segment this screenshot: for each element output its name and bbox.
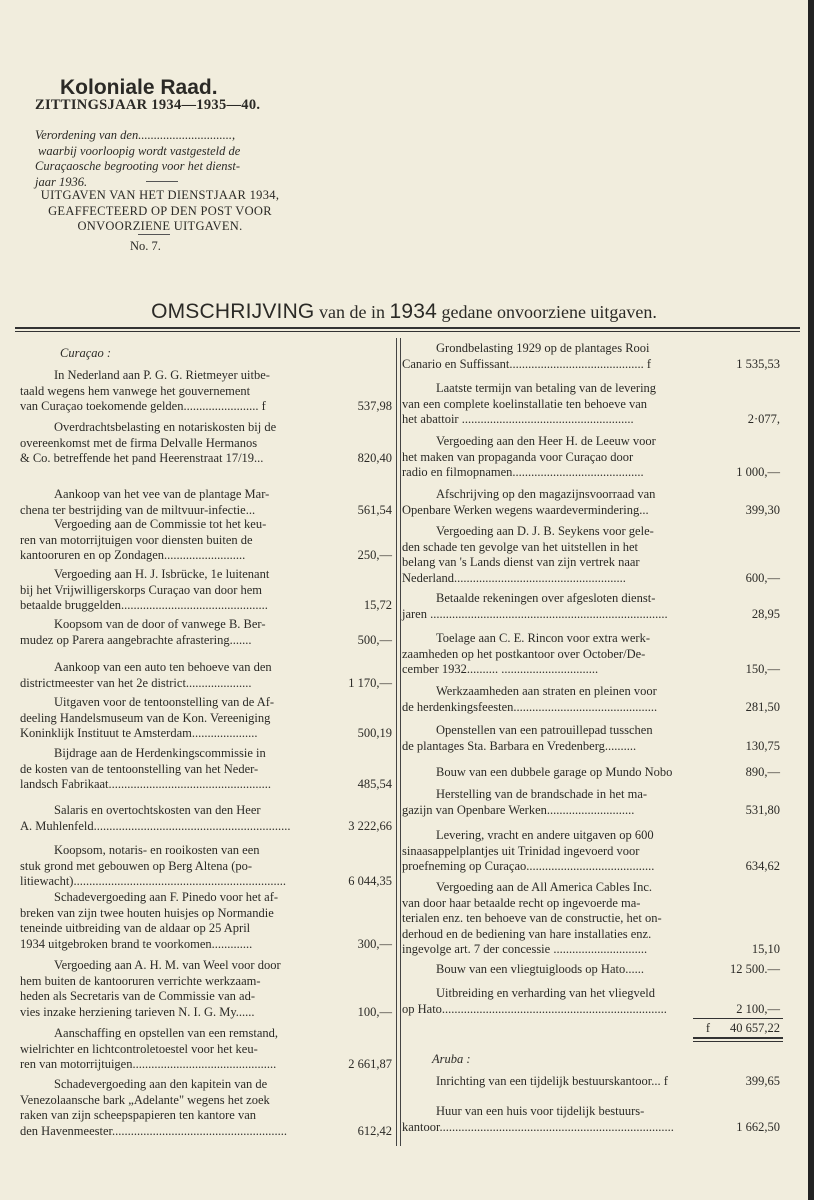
expense-line: zaamheden op het postkantoor over October/De- [402,646,646,661]
expense-line: litiewacht).................................................................... [20,874,286,888]
expense-line: op Hato........................................................................ [402,1001,667,1016]
expense-line: kantoor........................................................................... [402,1119,674,1134]
table-heading [0,300,808,324]
expenses-title [20,188,300,235]
expense-line: Vergoeding aan A. H. M. van Weel voor door [54,958,281,972]
expense-item [402,487,702,518]
expense-item [20,746,340,793]
section-curacao: Curaçao : [60,346,112,360]
expense-line: A. Muhlenfeld............................................................... [20,818,291,833]
expense-amount: 12 500.— [730,962,780,976]
header-divider [146,181,178,182]
expense-amount: 612,42 [357,1123,392,1138]
expense-item [402,341,702,372]
expense-line: Levering, vracht en andere uitgaven op 600 [436,828,654,842]
expenses-line: GEAFFECTEERD OP DEN POST VOOR [48,203,272,218]
expense-line: kantooruren en op Zondagen.......................... [20,548,246,562]
expense-line: de herdenkingsfeesten.............................................. [402,699,658,714]
expense-line: Aankoop van een auto ten behoeve van den [54,660,272,674]
expense-amount: 1 170,— [348,675,392,690]
expense-line: mudez op Parera aangebrachte afrastering....... [20,632,252,647]
expense-line: Schadevergoeding aan F. Pinedo voor het af- [54,890,279,904]
expense-line: het abattoir ....................................................... [402,412,634,426]
expense-amount: 150,— [745,662,780,676]
expense-line: Uitbreiding en verharding van het vliegveld [436,986,656,1000]
expense-item [402,765,702,781]
expense-item [20,517,340,564]
expense-item [402,962,702,978]
total-rule [693,1018,783,1019]
total-underline [693,1037,783,1039]
expense-amount: 500,19 [357,726,392,740]
expense-line: proefneming op Curaçao......................................... [402,859,655,873]
expense-line: Herstelling van de brandschade in het ma- [436,787,648,801]
expense-line: vies inzake herziening tarieven N. I. G. My...... [20,1004,255,1019]
expense-amount: 2 100,— [736,1001,780,1016]
expense-line: Venezolaansche bark „Adelante" wegens het zoek [20,1092,270,1107]
expense-amount: 485,54 [357,777,392,791]
expense-amount: 820,40 [357,451,392,465]
expense-line: deeling Handelsmuseum van de Kon. Vereeniging [20,710,271,725]
total-amount: 40 657,22 [730,1021,780,1035]
expense-line: breken van zijn twee houten huisjes op Normandie [20,905,274,920]
expense-item [402,591,702,622]
expense-line: Grondbelasting 1929 op de plantages Rooi [436,341,650,355]
expense-amount: 15,72 [363,598,392,612]
expense-line: belang van 's Lands dienst van zijn vertrek naar [402,555,640,569]
expense-item [402,880,702,958]
expense-line: 1934 uitgebroken brand te voorkomen............. [20,936,253,951]
expense-amount: 250,— [357,548,392,562]
expense-item [402,434,702,481]
expense-amount: 1 662,50 [736,1119,780,1134]
expense-line: & Co. betreffende het pand Heerenstraat 17/19... [20,451,264,465]
expense-item [20,958,340,1020]
expense-line: stuk grond met gebouwen op Berg Altena (po- [20,858,253,873]
expense-amount: 600,— [745,570,780,585]
expense-item [20,803,340,834]
expense-item [20,660,340,691]
expense-line: Werkzaamheden aan straten en pleinen voor [436,684,657,698]
expense-line: derhoud en de bediening van hare installaties enz. [402,926,652,941]
column-divider [400,338,401,1146]
expense-amount: 6 044,35 [348,874,392,888]
expense-item [20,843,340,890]
expense-amount: 1 535,53 [736,356,780,371]
expense-item [20,368,340,415]
expense-line: ingevolge art. 7 der concessie .............................. [402,942,648,956]
expense-line: teneinde uitbreiding van de aldaar op 25 April [20,921,251,935]
expense-line: heden als Secretaris van de Commissie van ad- [20,989,255,1003]
heading-mid: van de in [314,302,390,322]
expense-line: Toelage aan C. E. Rincon voor extra werk- [436,631,650,645]
expense-amount: 28,95 [751,606,780,621]
expense-amount: 130,75 [745,738,780,753]
expense-item [20,695,340,742]
expense-line: chena ter bestrijding van de miltvuur-infectie... [20,502,256,517]
expense-amount: 561,54 [357,502,392,517]
expense-amount: 890,— [745,765,780,779]
ordinance-line: Verordening van den.............................., [35,128,236,142]
scan-edge [808,0,814,1200]
expense-line: Huur van een huis voor tijdelijk bestuurs- [436,1104,645,1118]
expense-amount: 537,98 [357,399,392,413]
expense-amount: 100,— [357,1004,392,1019]
heading-rule [15,327,800,329]
expense-amount: 399,30 [745,502,780,517]
expense-item [20,617,340,648]
expense-item [20,420,340,467]
expense-line: ren van motorrijtuigen.............................................. [20,1057,277,1071]
expense-line: Canario en Suffissant........................................... f [402,356,652,371]
expense-amount: 281,50 [745,699,780,714]
expense-line: Vergoeding aan den Heer H. de Leeuw voor [436,434,656,448]
expense-line: Inrichting van een tijdelijk bestuurskantoor... f [436,1074,668,1088]
expense-line: jaren ............................................................................ [402,606,668,621]
expense-line: landsch Fabrikaat.................................................... [20,777,272,791]
expenses-line: UITGAVEN VAN HET DIENSTJAAR 1934, [40,188,280,202]
expense-line: Bouw van een dubbele garage op Mundo Nobo [436,765,673,779]
expense-item [402,381,702,428]
expense-line: wielrichter en lichtcontroletoestel voor het keu- [20,1041,258,1056]
expense-amount: 15,10 [751,942,780,956]
expense-line: districtmeester van het 2e district..................... [20,675,252,690]
expense-line: Schadevergoeding aan den kapitein van de [54,1077,268,1091]
expense-line: de plantages Sta. Barbara en Vredenberg.......... [402,738,637,753]
session-title: ZITTINGSJAAR 1934—1935—40. [35,97,261,113]
heading-word: OMSCHRIJVING [151,300,315,323]
expense-line: bij het Vrijwilligerskorps Curaçao van door hem [20,582,263,597]
expense-line: cember 1932.......... ............................... [402,662,599,676]
expense-line: gazijn van Openbare Werken............................ [402,802,635,817]
expense-amount: 2·077, [747,412,780,426]
expense-line: het maken van propaganda voor Curaçao door [402,449,634,464]
expense-item [402,828,702,875]
ordinance-line: Curaçaosche begrooting voor het dienst- [35,159,241,173]
expense-line: Nederland....................................................... [402,570,626,585]
ordinance-line: jaar 1936. [35,174,88,189]
expense-amount: 1 000,— [736,465,780,479]
expense-line: Vergoeding aan de All America Cables Inc. [436,880,653,894]
expense-item [20,1077,340,1139]
expense-item [402,723,702,754]
expense-line: Laatste termijn van betaling van de levering [436,381,657,395]
expense-item [20,567,340,614]
expense-line: Betaalde rekeningen over afgesloten dienst- [436,591,656,605]
expense-line: Salaris en overtochtskosten van den Heer [54,803,261,817]
expense-line: Afschrijving op den magazijnsvoorraad van [436,487,656,501]
total-underline [693,1041,783,1042]
heading-rule [15,331,800,332]
column-divider [396,338,397,1146]
document-number: No. 7. [130,239,161,253]
section-aruba: Aruba : [432,1052,471,1066]
expense-line: betaalde bruggelden............................................... [20,598,268,612]
expense-line: Vergoeding aan D. J. B. Seykens voor gele- [436,524,654,538]
heading-year: 1934 [389,300,437,323]
ordinance-line: waarbij voorloopig wordt vastgesteld de [38,143,241,158]
expense-line: Aankoop van het vee van de plantage Mar- [54,487,270,501]
expense-item [402,524,702,586]
expense-line: Bouw van een vliegtuigloods op Hato...... [436,962,644,976]
expense-item [402,1074,702,1090]
expense-item [402,787,702,818]
expense-item [402,1104,702,1135]
expense-line: Aanschaffing en opstellen van een remstand, [54,1026,278,1040]
expense-line: hem buiten de kantooruren verrichte werkzaam- [20,973,261,988]
expense-amount: 634,62 [745,859,780,873]
expense-line: Openstellen van een patrouillepad tusschen [436,723,653,737]
heading-rest: gedane onvoorziene uitgaven. [437,302,657,322]
expense-line: den Havenmeester........................................................ [20,1123,287,1138]
expense-item [20,890,340,952]
expense-amount: 3 222,66 [348,818,392,833]
expense-line: taald wegens hem vanwege het gouvernement [20,383,251,398]
expense-item [20,487,340,518]
expense-line: In Nederland aan P. G. G. Rietmeyer uitbe- [54,368,270,382]
expense-line: sinaasappelplantjes uit Trinidad ingevoerd voor [402,843,640,858]
expense-amount: 531,80 [745,802,780,817]
expense-line: Bijdrage aan de Herdenkingscommissie in [54,746,266,760]
expense-line: Uitgaven voor de tentoonstelling van de Af- [54,695,275,709]
expense-amount: 2 661,87 [348,1057,392,1071]
expense-line: Vergoeding aan H. J. Isbrücke, 1e luitenant [54,567,270,581]
expense-line: Koninklijk Instituut te Amsterdam..................... [20,726,258,740]
expense-line: terialen enz. ten behoeve van de constructie, het on- [402,911,662,925]
expense-line: Koopsom van de door of vanwege B. Ber- [54,617,266,631]
expense-amount: 399,65 [745,1074,780,1088]
total-currency: f [705,1021,710,1035]
expense-line: Koopsom, notaris- en rooikosten van een [54,843,260,857]
expense-amount: 500,— [357,632,392,647]
expense-line: radio en filmopnamen.......................................... [402,465,644,479]
expense-amount: 300,— [357,936,392,951]
expenses-line: ONVOORZIENE UITGAVEN. [77,219,243,233]
expense-line: van een complete koelinstallatie ten behoeve van [402,396,648,411]
expense-item [402,631,702,678]
expense-line: van door haar betaalde recht op ingevoerde ma- [402,895,641,910]
expense-item [402,986,702,1017]
expense-line: de kosten van de tentoonstelling van het Neder- [20,761,259,776]
expense-line: raken van zijn scheepspapieren ten kantore van [20,1108,257,1122]
expense-item [20,1026,340,1073]
expense-line: den schade ten gevolge van het uitstellen in het [402,539,639,554]
expense-line: Vergoeding aan de Commissie tot het keu- [54,517,267,531]
expense-line: van Curaçao toekomende gelden........................ f [20,399,266,413]
council-title: Koloniale Raad. [60,76,218,99]
expense-line: overeenkomst met de firma Delvalle Hermanos [20,435,258,450]
expense-line: ren van motorrijtuigen voor diensten buiten de [20,532,253,547]
expense-line: Overdrachtsbelasting en notariskosten bij de [54,420,277,434]
expense-item [402,684,702,715]
header-divider [138,234,170,235]
expense-line: Openbare Werken wegens waardevermindering... [402,502,649,517]
